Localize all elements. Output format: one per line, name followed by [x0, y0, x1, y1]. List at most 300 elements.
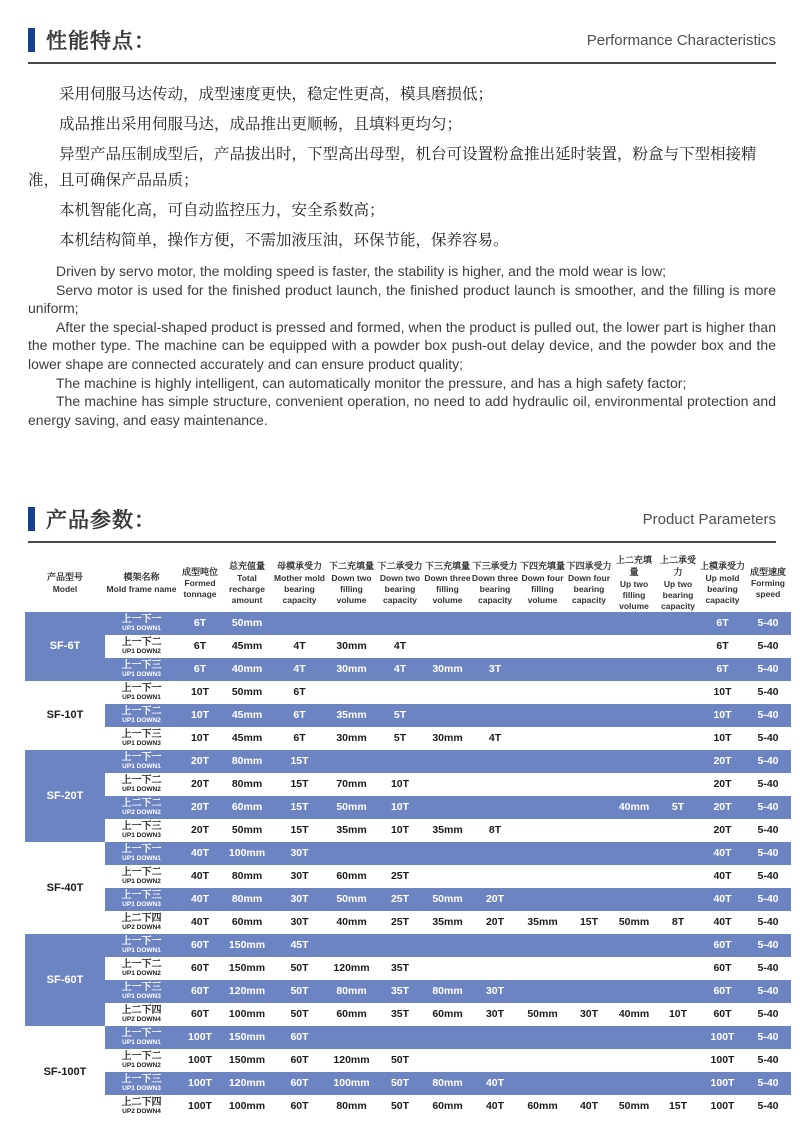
value-cell: 40T — [471, 1095, 519, 1118]
value-cell — [519, 1049, 566, 1072]
value-cell: 5T — [656, 796, 700, 819]
table-row — [25, 1049, 791, 1072]
value-cell: 10T — [376, 773, 424, 796]
value-cell — [519, 819, 566, 842]
value-cell: 35mm — [327, 704, 376, 727]
value-cell: 4T — [471, 727, 519, 750]
value-cell: 60T — [178, 934, 222, 957]
frame-cell: 上一下二 UP1 DOWN2 — [105, 773, 178, 796]
value-cell: 15T — [272, 819, 327, 842]
value-cell: 5-40 — [745, 704, 791, 727]
value-cell — [519, 865, 566, 888]
value-cell — [327, 612, 376, 635]
value-cell — [566, 1026, 612, 1049]
value-cell: 40T — [178, 865, 222, 888]
frame-cell: 上二下四 UP2 DOWN4 — [105, 1003, 178, 1026]
value-cell: 5-40 — [745, 842, 791, 865]
value-cell — [656, 1026, 700, 1049]
value-cell — [327, 934, 376, 957]
value-cell: 5-40 — [745, 796, 791, 819]
value-cell — [519, 842, 566, 865]
feature-paragraph-zh: 成品推出采用伺服马达，成品推出更顺畅，且填料更均匀； — [59, 116, 463, 133]
table-row — [25, 704, 791, 727]
value-cell — [376, 1026, 424, 1049]
value-cell: 10T — [700, 681, 745, 704]
value-cell — [656, 773, 700, 796]
value-cell — [566, 704, 612, 727]
table-row — [25, 888, 791, 911]
feature-paragraph-en: The machine is highly intelligent, can automatically monitor the pressure, and has a high safety factor; — [56, 374, 687, 391]
column-header: 下三承受力 Down three bearing capacity — [471, 561, 519, 605]
value-cell — [519, 957, 566, 980]
value-cell — [566, 612, 612, 635]
table-row — [25, 819, 791, 842]
value-cell: 100T — [178, 1072, 222, 1095]
value-cell — [519, 612, 566, 635]
value-cell: 50T — [272, 980, 327, 1003]
value-cell — [656, 865, 700, 888]
model-cell: SF-40T — [25, 842, 105, 934]
value-cell: 60T — [272, 1072, 327, 1095]
column-header: 总充值量 Total recharge amount — [228, 561, 265, 605]
feature-paragraphs-en — [28, 262, 776, 429]
value-cell: 4T — [272, 635, 327, 658]
value-cell — [376, 750, 424, 773]
value-cell: 20T — [700, 773, 745, 796]
value-cell: 45mm — [222, 727, 272, 750]
table-row — [25, 1003, 791, 1026]
value-cell: 60T — [700, 1003, 745, 1026]
value-cell: 40T — [700, 911, 745, 934]
value-cell: 60mm — [222, 796, 272, 819]
value-cell: 60T — [700, 980, 745, 1003]
value-cell: 50T — [272, 957, 327, 980]
value-cell: 60mm — [424, 1095, 471, 1118]
value-cell: 150mm — [222, 957, 272, 980]
value-cell: 5T — [376, 704, 424, 727]
value-cell: 45mm — [222, 635, 272, 658]
value-cell: 25T — [376, 865, 424, 888]
value-cell: 6T — [272, 704, 327, 727]
column-header: 上模承受力 Up mold bearing capacity — [700, 561, 746, 605]
value-cell: 30T — [566, 1003, 612, 1026]
value-cell: 5-40 — [745, 888, 791, 911]
value-cell — [612, 612, 656, 635]
column-header: 下二承受力 Down two bearing capacity — [377, 561, 423, 605]
value-cell — [471, 1026, 519, 1049]
table-row — [25, 980, 791, 1003]
value-cell — [612, 750, 656, 773]
value-cell: 50mm — [612, 1095, 656, 1118]
value-cell — [566, 842, 612, 865]
value-cell: 60T — [178, 1003, 222, 1026]
value-cell — [471, 796, 519, 819]
value-cell — [656, 658, 700, 681]
value-cell: 40T — [178, 911, 222, 934]
value-cell: 5-40 — [745, 773, 791, 796]
value-cell: 30mm — [327, 727, 376, 750]
value-cell — [656, 819, 700, 842]
column-header: 下三充填量 Down three filling volume — [424, 561, 471, 605]
value-cell: 5-40 — [745, 727, 791, 750]
value-cell — [612, 727, 656, 750]
value-cell: 20T — [700, 819, 745, 842]
value-cell — [519, 658, 566, 681]
value-cell — [566, 865, 612, 888]
value-cell — [656, 980, 700, 1003]
value-cell: 40T — [566, 1095, 612, 1118]
value-cell: 80mm — [222, 773, 272, 796]
value-cell: 10T — [700, 704, 745, 727]
value-cell: 100mm — [222, 1095, 272, 1118]
value-cell: 15T — [656, 1095, 700, 1118]
value-cell — [566, 750, 612, 773]
value-cell — [566, 635, 612, 658]
parameters-title-en: Product Parameters — [642, 510, 776, 528]
value-cell: 15T — [566, 911, 612, 934]
value-cell: 8T — [656, 911, 700, 934]
value-cell: 3T — [471, 658, 519, 681]
value-cell: 100T — [700, 1095, 745, 1118]
value-cell — [424, 681, 471, 704]
value-cell: 20T — [471, 888, 519, 911]
feature-paragraph-en: After the special-shaped product is pressed and formed, when the product is pulled out, the lower part is higher than the mother type. The machine can be equipped with a powder box push-out delay device, and the powder box and the lower shape are connected accurately and can ensure product quality; — [28, 318, 776, 372]
value-cell: 80mm — [222, 865, 272, 888]
value-cell: 6T — [178, 658, 222, 681]
value-cell: 10T — [376, 819, 424, 842]
value-cell: 40mm — [612, 796, 656, 819]
value-cell: 5-40 — [745, 934, 791, 957]
value-cell — [471, 865, 519, 888]
accent-bar-icon — [28, 28, 35, 52]
value-cell — [424, 842, 471, 865]
value-cell — [612, 658, 656, 681]
value-cell — [424, 865, 471, 888]
value-cell: 80mm — [327, 1095, 376, 1118]
value-cell: 120mm — [327, 957, 376, 980]
value-cell: 20T — [700, 750, 745, 773]
value-cell: 150mm — [222, 1026, 272, 1049]
value-cell: 40T — [700, 865, 745, 888]
value-cell — [566, 681, 612, 704]
value-cell: 80mm — [222, 888, 272, 911]
frame-cell: 上二下二 UP2 DOWN2 — [105, 796, 178, 819]
value-cell — [471, 704, 519, 727]
value-cell: 10T — [178, 681, 222, 704]
frame-cell: 上一下一 UP1 DOWN1 — [105, 934, 178, 957]
value-cell: 35T — [376, 980, 424, 1003]
value-cell — [327, 681, 376, 704]
value-cell — [376, 842, 424, 865]
value-cell: 30T — [272, 888, 327, 911]
value-cell — [612, 1049, 656, 1072]
frame-cell: 上一下三 UP1 DOWN3 — [105, 819, 178, 842]
column-header: 成型速度 Forming speed — [749, 566, 786, 600]
table-row — [25, 750, 791, 773]
frame-cell: 上一下一 UP1 DOWN1 — [105, 842, 178, 865]
value-cell — [612, 1026, 656, 1049]
column-header: 产品型号 Model — [46, 572, 83, 594]
value-cell — [519, 727, 566, 750]
value-cell — [566, 1049, 612, 1072]
value-cell — [424, 635, 471, 658]
value-cell: 10T — [376, 796, 424, 819]
frame-cell: 上一下三 UP1 DOWN3 — [105, 1072, 178, 1095]
value-cell: 30T — [471, 980, 519, 1003]
value-cell: 50mm — [327, 796, 376, 819]
value-cell: 5-40 — [745, 980, 791, 1003]
value-cell — [471, 681, 519, 704]
value-cell: 30T — [272, 842, 327, 865]
value-cell — [327, 842, 376, 865]
value-cell: 35mm — [519, 911, 566, 934]
table-row — [25, 865, 791, 888]
value-cell: 10T — [178, 727, 222, 750]
feature-paragraph-zh: 异型产品压制成型后，产品拔出时，下型高出母型，机台可设置粉盒推出延时装置，粉盒与下型相接精准，且可确保产品品质； — [28, 146, 757, 189]
table-row — [25, 1072, 791, 1095]
value-cell: 40mm — [222, 658, 272, 681]
value-cell — [376, 934, 424, 957]
value-cell — [519, 704, 566, 727]
value-cell: 60T — [272, 1095, 327, 1118]
value-cell — [376, 681, 424, 704]
value-cell: 150mm — [222, 934, 272, 957]
value-cell: 6T — [178, 612, 222, 635]
value-cell — [424, 750, 471, 773]
value-cell: 5-40 — [745, 635, 791, 658]
value-cell — [424, 796, 471, 819]
value-cell: 30mm — [327, 658, 376, 681]
value-cell: 80mm — [222, 750, 272, 773]
value-cell — [471, 842, 519, 865]
value-cell — [612, 934, 656, 957]
value-cell: 100T — [700, 1026, 745, 1049]
value-cell — [656, 681, 700, 704]
value-cell: 10T — [178, 704, 222, 727]
value-cell: 80mm — [327, 980, 376, 1003]
table-row — [25, 842, 791, 865]
value-cell — [327, 1026, 376, 1049]
performance-title-en: Performance Characteristics — [586, 31, 776, 49]
model-cell: SF-100T — [25, 1026, 105, 1118]
value-cell: 50T — [272, 1003, 327, 1026]
frame-cell: 上一下二 UP1 DOWN2 — [105, 865, 178, 888]
table-row — [25, 658, 791, 681]
value-cell: 60mm — [424, 1003, 471, 1026]
value-cell — [272, 612, 327, 635]
table-row — [25, 727, 791, 750]
value-cell: 50T — [376, 1095, 424, 1118]
value-cell: 30mm — [424, 658, 471, 681]
value-cell — [612, 704, 656, 727]
value-cell: 5-40 — [745, 750, 791, 773]
value-cell: 100mm — [327, 1072, 376, 1095]
value-cell — [656, 842, 700, 865]
value-cell: 35mm — [424, 911, 471, 934]
value-cell: 50mm — [612, 911, 656, 934]
column-header: 上二承受力 Up two bearing capacity — [659, 555, 696, 611]
value-cell: 5-40 — [745, 1003, 791, 1026]
value-cell — [612, 980, 656, 1003]
value-cell: 5-40 — [745, 1049, 791, 1072]
table-row — [25, 1095, 791, 1118]
value-cell: 5-40 — [745, 681, 791, 704]
value-cell: 40T — [471, 1072, 519, 1095]
value-cell — [327, 750, 376, 773]
value-cell — [566, 819, 612, 842]
frame-cell: 上一下一 UP1 DOWN1 — [105, 681, 178, 704]
value-cell: 100T — [178, 1049, 222, 1072]
value-cell — [656, 934, 700, 957]
value-cell — [519, 1026, 566, 1049]
frame-cell: 上一下三 UP1 DOWN3 — [105, 888, 178, 911]
value-cell: 100mm — [222, 842, 272, 865]
value-cell: 60T — [272, 1049, 327, 1072]
frame-cell: 上一下二 UP1 DOWN2 — [105, 635, 178, 658]
column-header: 母模承受力 Mother mold bearing capacity — [274, 561, 325, 605]
value-cell: 50mm — [327, 888, 376, 911]
value-cell: 60mm — [222, 911, 272, 934]
value-cell — [566, 773, 612, 796]
table-row — [25, 911, 791, 934]
model-cell: SF-6T — [25, 612, 105, 681]
model-cell: SF-60T — [25, 934, 105, 1026]
value-cell: 40mm — [327, 911, 376, 934]
value-cell — [656, 888, 700, 911]
frame-cell: 上一下二 UP1 DOWN2 — [105, 704, 178, 727]
feature-paragraph-en: Servo motor is used for the finished product launch, the finished product launch is smoother, and the filling is more uniform; — [28, 281, 776, 317]
value-cell: 80mm — [424, 1072, 471, 1095]
value-cell: 30T — [272, 911, 327, 934]
frame-cell: 上一下二 UP1 DOWN2 — [105, 957, 178, 980]
value-cell — [519, 1072, 566, 1095]
frame-cell: 上二下四 UP2 DOWN4 — [105, 1095, 178, 1118]
feature-paragraph-zh: 采用伺服马达传动，成型速度更快，稳定性更高，模具磨损低； — [59, 86, 494, 103]
value-cell — [612, 957, 656, 980]
value-cell: 5T — [376, 727, 424, 750]
value-cell: 50mm — [424, 888, 471, 911]
table-row — [25, 957, 791, 980]
feature-paragraph-zh: 本机结构简单，操作方便，不需加液压油，环保节能，保养容易。 — [59, 232, 509, 249]
value-cell: 25T — [376, 888, 424, 911]
value-cell: 20T — [700, 796, 745, 819]
value-cell: 40T — [178, 842, 222, 865]
value-cell — [656, 1049, 700, 1072]
table-header-row — [25, 555, 791, 612]
value-cell: 6T — [178, 635, 222, 658]
value-cell: 45mm — [222, 704, 272, 727]
value-cell — [424, 934, 471, 957]
value-cell — [424, 612, 471, 635]
value-cell: 150mm — [222, 1049, 272, 1072]
table-row — [25, 635, 791, 658]
value-cell — [424, 1049, 471, 1072]
value-cell: 50mm — [222, 612, 272, 635]
feature-paragraphs-zh — [28, 82, 776, 254]
value-cell — [424, 957, 471, 980]
value-cell — [566, 934, 612, 957]
value-cell: 30mm — [424, 727, 471, 750]
value-cell — [612, 635, 656, 658]
value-cell: 10T — [656, 1003, 700, 1026]
value-cell: 50mm — [222, 681, 272, 704]
value-cell: 5-40 — [745, 1026, 791, 1049]
value-cell: 10T — [700, 727, 745, 750]
value-cell — [471, 957, 519, 980]
column-header: 下四承受力 Down four bearing capacity — [566, 561, 612, 605]
feature-paragraph-zh: 本机智能化高，可自动监控压力，安全系数高； — [59, 202, 385, 219]
value-cell: 60mm — [327, 1003, 376, 1026]
value-cell — [566, 957, 612, 980]
value-cell: 15T — [272, 750, 327, 773]
value-cell: 40T — [700, 888, 745, 911]
value-cell — [612, 865, 656, 888]
value-cell: 4T — [376, 635, 424, 658]
parameters-section — [28, 505, 786, 1118]
value-cell — [519, 888, 566, 911]
frame-cell: 上一下三 UP1 DOWN3 — [105, 658, 178, 681]
value-cell — [519, 980, 566, 1003]
value-cell — [656, 957, 700, 980]
value-cell: 5-40 — [745, 911, 791, 934]
value-cell — [471, 934, 519, 957]
value-cell: 35mm — [327, 819, 376, 842]
value-cell: 20T — [471, 911, 519, 934]
value-cell — [424, 704, 471, 727]
value-cell: 100T — [178, 1026, 222, 1049]
table-row — [25, 796, 791, 819]
value-cell: 60T — [178, 957, 222, 980]
value-cell: 40mm — [612, 1003, 656, 1026]
table-row — [25, 681, 791, 704]
value-cell: 25T — [376, 911, 424, 934]
value-cell: 6T — [700, 612, 745, 635]
value-cell: 20T — [178, 750, 222, 773]
table-row — [25, 612, 791, 635]
value-cell: 100T — [178, 1095, 222, 1118]
column-header: 上二充填量 Up two filling volume — [615, 555, 652, 611]
value-cell — [519, 681, 566, 704]
value-cell: 60T — [178, 980, 222, 1003]
value-cell — [566, 888, 612, 911]
value-cell — [566, 980, 612, 1003]
value-cell — [656, 612, 700, 635]
value-cell: 30T — [272, 865, 327, 888]
value-cell — [656, 635, 700, 658]
value-cell — [612, 819, 656, 842]
value-cell: 80mm — [424, 980, 471, 1003]
frame-cell: 上一下三 UP1 DOWN3 — [105, 727, 178, 750]
parameters-table — [25, 555, 791, 1118]
value-cell: 120mm — [222, 1072, 272, 1095]
divider — [28, 541, 776, 543]
value-cell: 5-40 — [745, 1095, 791, 1118]
value-cell: 50mm — [222, 819, 272, 842]
accent-bar-icon — [28, 507, 35, 531]
parameters-section-header — [28, 505, 776, 533]
value-cell — [656, 1072, 700, 1095]
value-cell: 15T — [272, 796, 327, 819]
feature-paragraph-en: Driven by servo motor, the molding speed is faster, the stability is higher, and the mold wear is low; — [56, 263, 667, 279]
value-cell — [566, 727, 612, 750]
value-cell — [566, 1072, 612, 1095]
table-row — [25, 1026, 791, 1049]
value-cell: 35T — [376, 957, 424, 980]
value-cell — [612, 773, 656, 796]
value-cell — [656, 704, 700, 727]
column-header: 成型吨位 Formed tonnage — [181, 566, 218, 600]
value-cell — [612, 1072, 656, 1095]
